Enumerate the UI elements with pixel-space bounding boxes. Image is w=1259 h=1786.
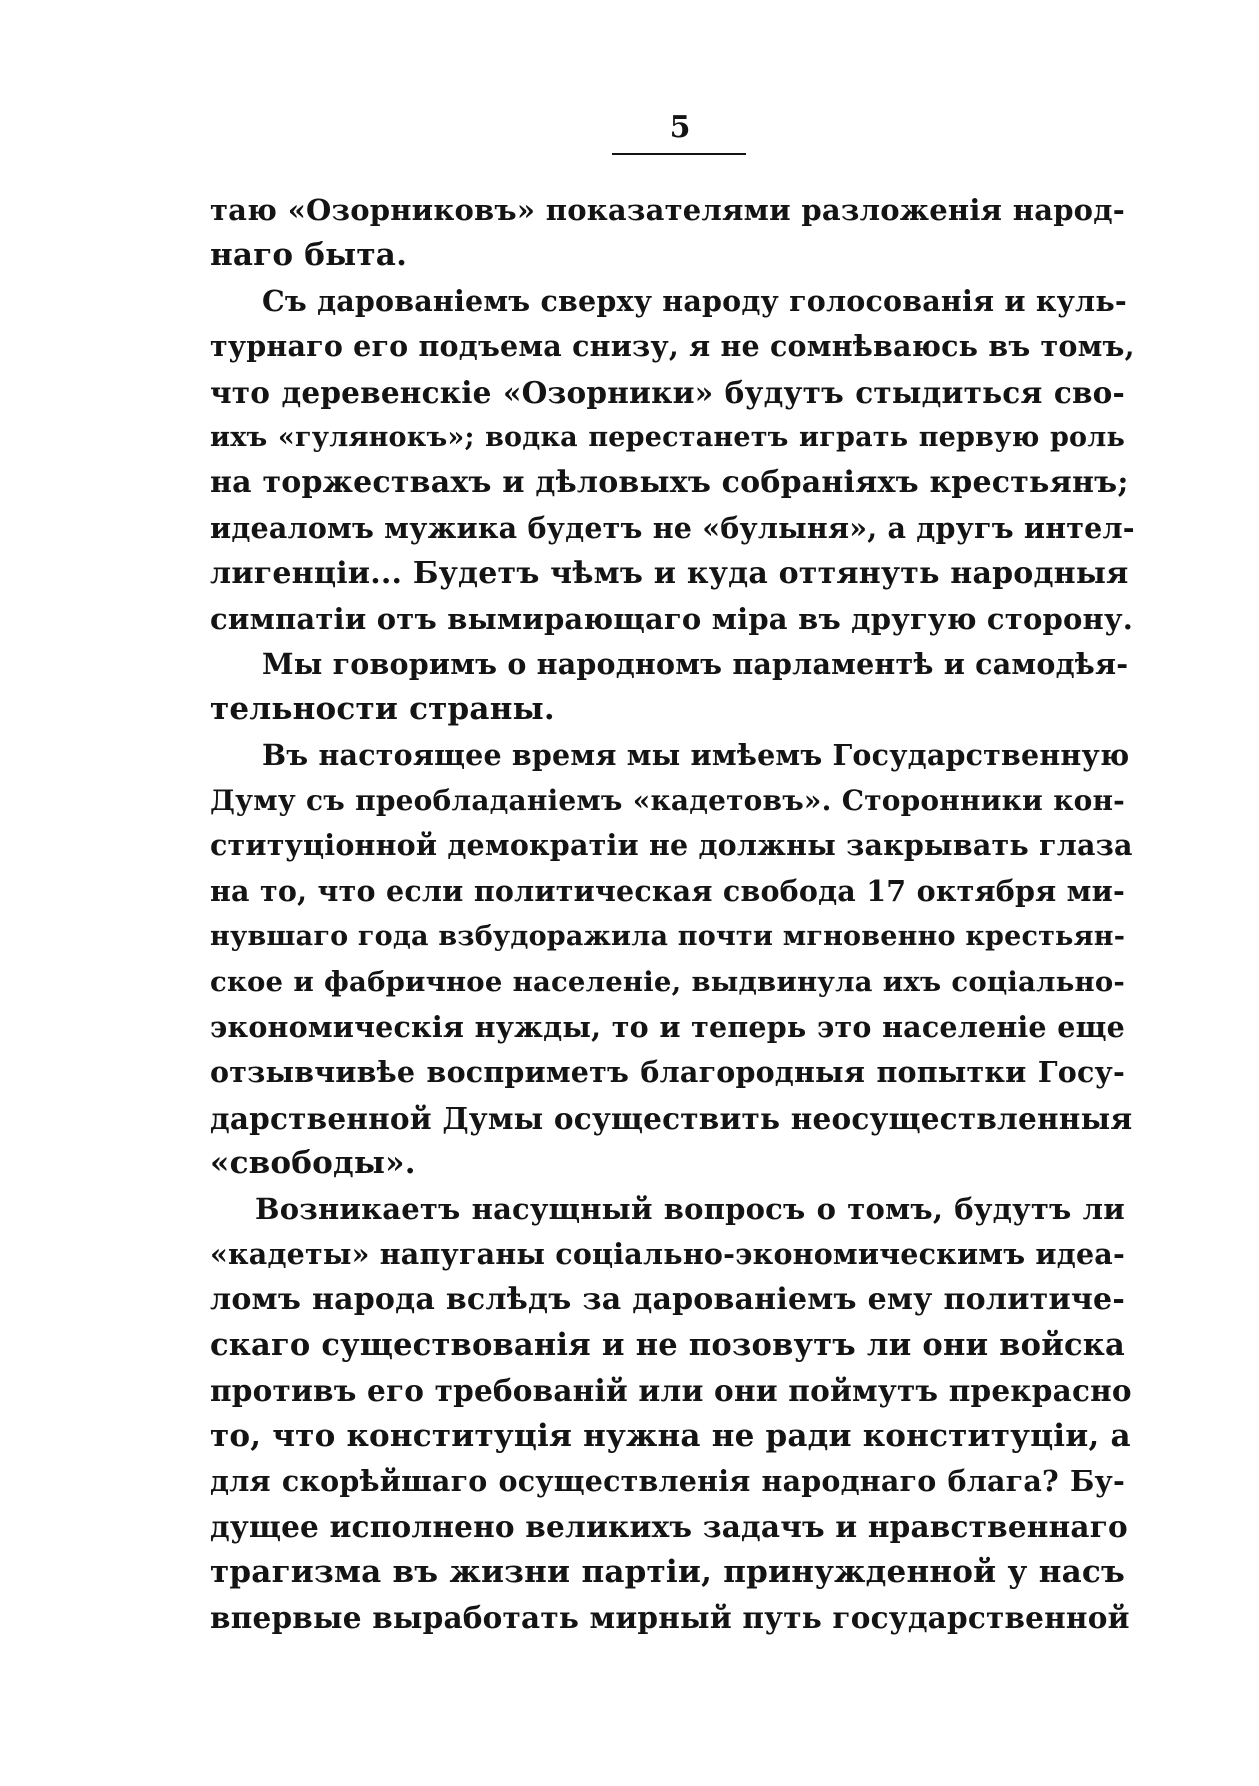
- text-line: Мы говоримъ о народномъ парламентѣ и самодѣя-: [262, 646, 1129, 681]
- text-line: нувшаго года взбудоражила почти мгновенно крестьян-: [210, 921, 1126, 953]
- text-line: ституціонной демократіи не должны закрывать глаза: [210, 828, 1133, 863]
- text-line: что деревенскіе «Озорники» будутъ стыдиться сво-: [210, 374, 1125, 410]
- text-line: «кадеты» напуганы соціально-экономическимъ идеа-: [210, 1236, 1125, 1271]
- text-line: на торжествахъ и дѣловыхъ собраніяхъ крестьянъ;: [210, 465, 1129, 501]
- text-line: ломъ народа вслѣдъ за дарованіемъ ему политиче-: [210, 1282, 1125, 1318]
- page-number: 5: [669, 110, 691, 145]
- text-line: противъ его требованій или они поймутъ прекрасно: [210, 1373, 1132, 1409]
- text-line: Въ настоящее время мы имѣемъ Государственную: [262, 737, 1130, 772]
- text-line: дарственной Думы осуществить неосуществленныя: [210, 1100, 1133, 1136]
- page-number-rule: [612, 153, 746, 155]
- text-line: Думу съ преобладаніемъ «кадетовъ». Сторонники кон-: [210, 784, 1125, 818]
- text-line: скаго существованія и не позовутъ ли они войска: [210, 1326, 1125, 1363]
- text-line: трагизма въ жизни партіи, принужденной у насъ: [210, 1553, 1125, 1590]
- text-line: впервые выработать мирный путь государственной: [210, 1600, 1130, 1636]
- text-line: симпатіи отъ вымирающаго міра въ другую сторону.: [210, 601, 1134, 636]
- text-line: турнаго его подъема снизу, я не сомнѣваюсь въ томъ,: [210, 329, 1135, 364]
- text-line: на то, что если политическая свобода 17 октября ми-: [210, 873, 1125, 908]
- text-line: отзывчивѣе восприметъ благородныя попытки Госу-: [210, 1055, 1125, 1090]
- body-text: [210, 188, 1135, 1641]
- text-line: ихъ «гулянокъ»; водка перестанетъ играть первую роль: [210, 421, 1125, 453]
- text-line: Съ дарованіемъ сверху народу голосованія и куль-: [262, 283, 1127, 318]
- text-line: дущее исполнено великихъ задачъ и нравственнаго: [210, 1509, 1128, 1545]
- text-line: таю «Озорниковъ» показателями разложенія народ-: [210, 193, 1125, 227]
- text-line: ское и фабричное населеніе, выдвинула ихъ соціально-: [210, 965, 1125, 998]
- text-line: «свободы».: [210, 1145, 416, 1182]
- text-line: Возникаетъ насущный вопросъ о томъ, будутъ ли: [255, 1191, 1125, 1226]
- text-line: для скорѣйшаго осуществленія народнаго блага? Бу-: [210, 1463, 1125, 1498]
- text-line: то, что конституція нужна не ради конституціи, а: [210, 1417, 1131, 1454]
- text-line: наго быта.: [210, 237, 408, 274]
- text-line: идеаломъ мужика будетъ не «булыня», а другъ интел-: [210, 510, 1135, 545]
- text-line: лигенціи... Будетъ чѣмъ и куда оттянуть народныя: [210, 556, 1129, 592]
- text-line: тельности страны.: [210, 691, 555, 728]
- text-line: экономическія нужды, то и теперь это населеніе еще: [210, 1010, 1125, 1045]
